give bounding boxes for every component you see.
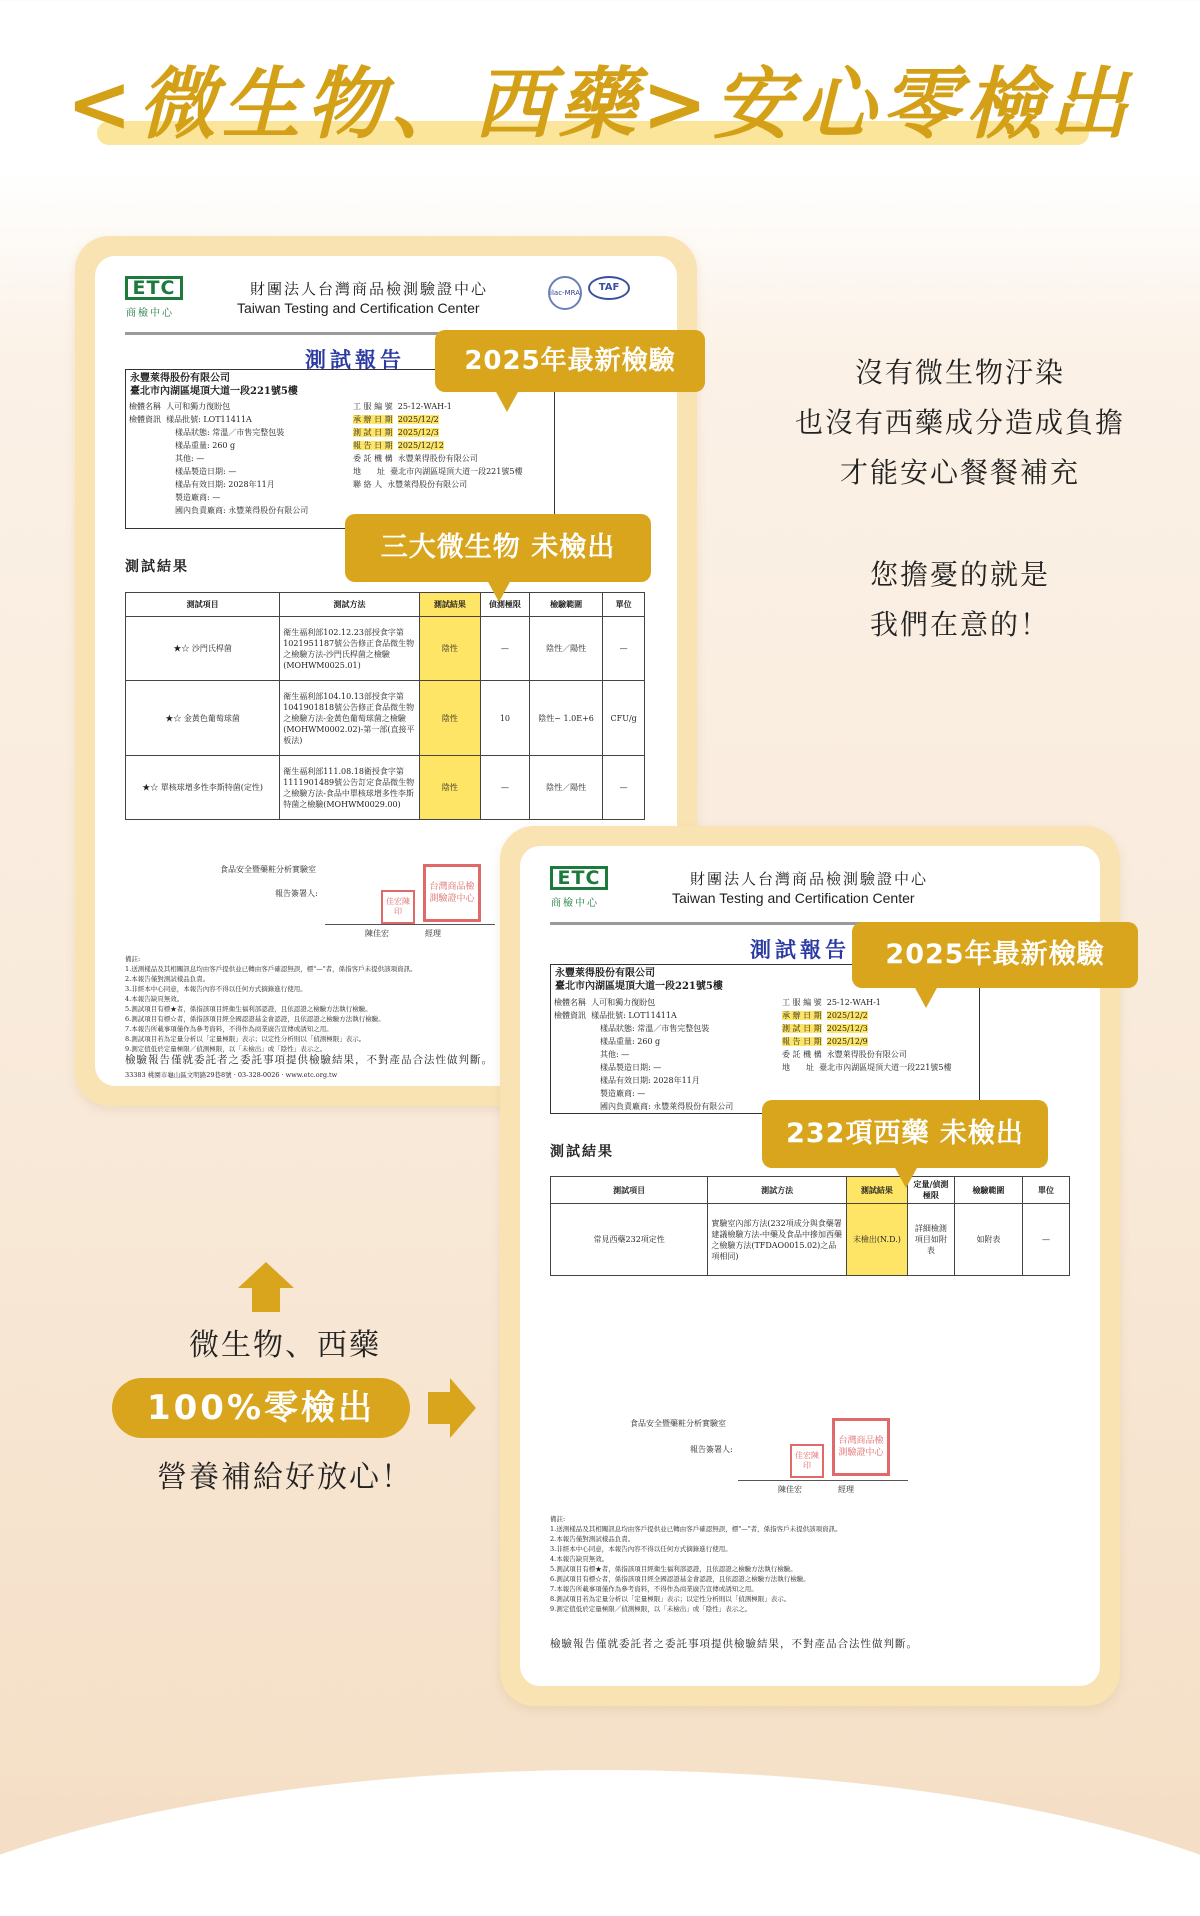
right-arrow-icon <box>428 1378 476 1438</box>
sample-state: 樣品狀態: 常溫／市售完整包裝 <box>175 428 285 437</box>
table-header: 單位 <box>1022 1177 1069 1204</box>
report-date-label: 報 告 日 期 <box>782 1037 822 1046</box>
entrust-label: 委 託 機 構 <box>353 454 393 463</box>
sample-exp-date: 樣品有效日期: 2028年11月 <box>600 1076 700 1085</box>
taf-badge-icon: TAF <box>588 276 630 300</box>
note-line: 3.非經本中心同意，本報告內容不得以任何方式摘錄進行使用。 <box>125 985 307 993</box>
sample-batch: 樣品批號: LOT11411A <box>166 415 252 424</box>
addr: 臺北市內湖區堤頂大道一段221號5樓 <box>390 467 523 476</box>
signer-title: 經理 <box>425 929 441 938</box>
work-info <box>353 400 522 491</box>
test-result: 陰性 <box>419 617 480 681</box>
table-header-row <box>126 593 645 617</box>
table-header: 測試結果 <box>846 1177 907 1204</box>
sample-name: 人可和獨力復盼包 <box>591 998 656 1007</box>
note-line: 1.送測樣品及其相關訊息均由客戶提供並已轉由客戶確認無誤，標"—"者，係指客戶未提供該項資訊。 <box>125 965 417 973</box>
lab-seal: 台灣商品檢測驗證中心 <box>832 1418 890 1476</box>
note-line: 2.本報告僅對測試樣品負責。 <box>550 1535 635 1543</box>
test-unit: CFU/g <box>603 681 645 756</box>
sample-other: 其他: — <box>175 454 205 463</box>
callout-text: 2025年最新檢驗 <box>885 939 1105 970</box>
sample-state: 樣品狀態: 常溫／市售完整包裝 <box>600 1024 710 1033</box>
work-no-label: 工 服 編 號 <box>353 402 393 411</box>
sample-name: 人可和獨力復盼包 <box>166 402 231 411</box>
org-name-cn: 財團法人台灣商品檢測驗證中心 <box>690 870 929 888</box>
sample-weight: 樣品重量: 260 g <box>600 1037 661 1046</box>
report-header <box>550 866 1090 916</box>
table-header: 定量/偵測極限 <box>907 1177 954 1204</box>
side-text-line: 也沒有西藥成分造成負擔 <box>794 406 1125 439</box>
signer-label: 報告簽署人: <box>275 889 318 898</box>
org-name-en: Taiwan Testing and Certification Center <box>237 300 480 316</box>
notes-label: 備註: <box>550 1515 566 1523</box>
test-item: ★☆ 沙門氏桿菌 <box>126 617 280 681</box>
note-line: 5.測試項目有標★者，係指該項目經衛生福利部認證，且依認證之檢驗方法執行檢驗。 <box>125 1005 372 1013</box>
signer-title: 經理 <box>838 1485 854 1494</box>
addr-label: 地 址 <box>353 467 385 476</box>
table-header: 檢驗範圍 <box>954 1177 1022 1204</box>
lab-name: 食品安全暨藥粧分析實驗室 <box>630 1419 726 1428</box>
side-text-line: 您擔憂的就是 <box>869 558 1050 591</box>
side-text-line: 我們在意的！ <box>869 608 1050 641</box>
contact-label: 聯 絡 人 <box>353 480 383 489</box>
client-address: 臺北市內湖區堤頂大道一段221號5樓 <box>555 981 723 992</box>
sample-name-label: 檢體名稱 <box>554 998 586 1007</box>
table-header: 測試項目 <box>126 593 280 617</box>
table-header: 檢驗範圍 <box>529 593 602 617</box>
callout-text: 232項西藥 未檢出 <box>786 1118 1024 1149</box>
test-unit: — <box>1022 1204 1069 1276</box>
client-name: 永豐萊得股份有限公司 <box>555 968 655 979</box>
report-date-label: 報 告 日 期 <box>353 441 393 450</box>
notes-label: 備註: <box>125 955 141 963</box>
sample-maker: 製造廠商: — <box>600 1089 646 1098</box>
promo-line-1: 微生物、西藥 <box>189 1328 381 1363</box>
recv-label: 承 辦 日 期 <box>782 1011 822 1020</box>
client-name: 永豐萊得股份有限公司 <box>130 373 230 384</box>
test-limit: 詳細檢測項目如附表 <box>907 1204 954 1276</box>
bottom-arc-decoration <box>0 1770 1200 1916</box>
callout-text: 三大微生物 未檢出 <box>380 532 616 563</box>
callout-tail <box>894 1166 918 1188</box>
note-line: 4.本報告缺頁無效。 <box>125 995 184 1003</box>
table-header: 偵測極限 <box>480 593 529 617</box>
table-header: 測試方法 <box>708 1177 847 1204</box>
test-limit: 10 <box>480 681 529 756</box>
side-text-line: 才能安心餐餐補充 <box>839 456 1080 489</box>
note-line: 8.測試項目若為定量分析以「定量極限」表示；以定性分析則以「偵測極限」表示。 <box>125 1035 366 1043</box>
note-line: 2.本報告僅對測試樣品負責。 <box>125 975 210 983</box>
signature-line <box>738 1480 908 1481</box>
callout-tail <box>487 580 511 602</box>
sample-info-label: 檢體資訊 <box>554 1011 586 1020</box>
etc-logo: ETC <box>550 866 608 890</box>
entrust: 永豐萊得股份有限公司 <box>826 1050 907 1059</box>
sample-mfg-date: 樣品製造日期: — <box>600 1063 662 1072</box>
test-result: 陰性 <box>419 681 480 756</box>
report-date: 2025/12/12 <box>397 441 444 450</box>
sample-domestic: 國內負責廠商: 永豐萊得股份有限公司 <box>600 1102 734 1111</box>
headline-area <box>0 55 1200 165</box>
test-date: 2025/12/3 <box>397 428 439 437</box>
report-title: 測試報告 <box>305 348 405 372</box>
test-method: 衛生福利部111.08.18衛授食字第1111901489號公告訂定食品微生物之檢驗方法-食品中單核球增多性李斯特菌之檢驗(MOHWM0029.00) <box>280 756 420 820</box>
disclaimer: 檢驗報告僅就委託者之委託事項提供檢驗結果，不對產品合法性做判斷。 <box>550 1638 918 1650</box>
note-line: 9.測定值低於定量極限／偵測極限，以「未檢出」或「陰性」表示之。 <box>125 1045 327 1053</box>
sample-info <box>129 400 308 517</box>
ilac-badge-icon: ilac-MRA <box>548 276 582 310</box>
test-unit: — <box>603 617 645 681</box>
entrust-label: 委 託 機 構 <box>782 1050 822 1059</box>
org-name-cn: 財團法人台灣商品檢測驗證中心 <box>250 280 489 298</box>
test-range: 陰性／陽性 <box>529 617 602 681</box>
note-line: 3.非經本中心同意，本報告內容不得以任何方式摘錄進行使用。 <box>550 1545 732 1553</box>
disclaimer: 檢驗報告僅就委託者之委託事項提供檢驗結果，不對產品合法性做判斷。 <box>125 1054 493 1066</box>
work-no: 25-12-WAH-1 <box>826 998 881 1007</box>
test-date: 2025/12/3 <box>826 1024 868 1033</box>
table-header: 測試方法 <box>280 593 420 617</box>
test-limit: — <box>480 617 529 681</box>
callout-latest-test-1 <box>435 330 705 392</box>
address-footer: 33383 桃園市龜山區文明路29巷8號 · 03-328-0026 · www.etc.org.tw <box>125 1071 338 1079</box>
results-label: 測試結果 <box>550 1144 614 1160</box>
entrust: 永豐萊得股份有限公司 <box>397 454 478 463</box>
test-item: ★☆ 單核球增多性李斯特菌(定性) <box>126 756 280 820</box>
contact: 永豐萊得股份有限公司 <box>387 480 468 489</box>
signer-label: 報告簽署人: <box>690 1445 733 1454</box>
sample-weight: 樣品重量: 260 g <box>175 441 236 450</box>
org-name-en: Taiwan Testing and Certification Center <box>672 890 915 906</box>
test-method: 衛生福利部104.10.13部授食字第1041901818號公告修正食品微生物之檢驗方法-金黃色葡萄球菌之檢驗(MOHWM0002.02)-第一部(直接平板法) <box>280 681 420 756</box>
notes <box>550 1514 842 1614</box>
recv-label: 承 辦 日 期 <box>353 415 393 424</box>
sample-name-label: 檢體名稱 <box>129 402 161 411</box>
test-limit: — <box>480 756 529 820</box>
test-range: 陰性／陽性 <box>529 756 602 820</box>
work-no: 25-12-WAH-1 <box>397 402 452 411</box>
callout-drugs-none <box>762 1100 1048 1168</box>
test-range: 陰性~ 1.0E+6 <box>529 681 602 756</box>
note-line: 9.測定值低於定量極限／偵測極限，以「未檢出」或「陰性」表示之。 <box>550 1605 752 1613</box>
test-method: 實驗室內部方法(232項成分與食藥署建議檢驗方法-中藥及食品中摻加西藥之檢驗方法(TFDAO0015.02)之品項相同) <box>708 1204 847 1276</box>
test-result: 未檢出(N.D.) <box>846 1204 907 1276</box>
table-row <box>126 681 645 756</box>
sample-exp-date: 樣品有效日期: 2028年11月 <box>175 480 275 489</box>
sample-batch: 樣品批號: LOT11411A <box>591 1011 677 1020</box>
test-label: 測 試 日 期 <box>353 428 393 437</box>
callout-text: 2025年最新檢驗 <box>464 346 676 376</box>
test-range: 如附表 <box>954 1204 1022 1276</box>
report-title: 測試報告 <box>750 938 850 962</box>
side-text-line: 沒有微生物汙染 <box>854 356 1065 389</box>
test-method: 衛生福利部102.12.23部授食字第1021951187號公告修正食品微生物之檢驗方法-沙門氏桿菌之檢驗(MOHWM0025.01) <box>280 617 420 681</box>
work-no-label: 工 服 編 號 <box>782 998 822 1007</box>
note-line: 8.測試項目若為定量分析以「定量極限」表示；以定性分析則以「偵測極限」表示。 <box>550 1595 791 1603</box>
table-header: 單位 <box>603 593 645 617</box>
callout-tail <box>495 390 519 412</box>
note-line: 7.本報告所載事項僅作為參考資料，不得作為商業廣告宣傳或誘知之用。 <box>125 1025 333 1033</box>
note-line: 5.測試項目有標★者，係指該項目經衛生福利部認證，且依認證之檢驗方法執行檢驗。 <box>550 1565 797 1573</box>
sample-maker: 製造廠商: — <box>175 493 221 502</box>
signer-name: 陳佳宏 <box>365 929 389 938</box>
addr-label: 地 址 <box>782 1063 814 1072</box>
report-header <box>125 276 665 326</box>
signer-seal: 佳宏陳印 <box>381 890 415 924</box>
sample-info <box>554 996 733 1113</box>
lab-seal: 台灣商品檢測驗證中心 <box>423 864 481 922</box>
lab-name: 食品安全暨藥粧分析實驗室 <box>220 865 316 874</box>
test-label: 測 試 日 期 <box>782 1024 822 1033</box>
promo-line-2: 營養補給好放心！ <box>157 1460 413 1495</box>
note-line: 6.測試項目有標☆者，係指該項目經全國認證基金會認證，且依認證之檢驗方法執行檢驗。 <box>550 1575 810 1583</box>
signer-name: 陳佳宏 <box>778 1485 802 1494</box>
page-headline: <微生物、西藥>安心零檢出 <box>66 60 1134 150</box>
client-address: 臺北市內湖區堤頂大道一段221號5樓 <box>130 386 298 397</box>
signature-line <box>325 924 495 925</box>
table-row <box>551 1204 1070 1276</box>
note-line: 4.本報告缺頁無效。 <box>550 1555 609 1563</box>
test-item: ★☆ 金黃色葡萄球菌 <box>126 681 280 756</box>
report-date: 2025/12/9 <box>826 1037 868 1046</box>
sample-mfg-date: 樣品製造日期: — <box>175 467 237 476</box>
recv-date: 2025/12/2 <box>826 1011 868 1020</box>
table-row <box>126 756 645 820</box>
recv-date: 2025/12/2 <box>397 415 439 424</box>
results-table <box>125 592 645 820</box>
etc-logo: ETC <box>125 276 183 300</box>
etc-logo-sub: 商檢中心 <box>551 898 599 909</box>
sample-other: 其他: — <box>600 1050 630 1059</box>
table-header: 測試項目 <box>551 1177 708 1204</box>
table-row <box>126 617 645 681</box>
signer-seal: 佳宏陳印 <box>790 1444 824 1478</box>
table-header: 測試結果 <box>419 593 480 617</box>
test-result: 陰性 <box>419 756 480 820</box>
results-table <box>550 1176 1070 1276</box>
etc-logo-sub: 商檢中心 <box>126 308 174 319</box>
sample-domestic: 國內負責廠商: 永豐萊得股份有限公司 <box>175 506 309 515</box>
callout-tail <box>914 986 938 1008</box>
sample-info-label: 檢體資訊 <box>129 415 161 424</box>
results-label: 測試結果 <box>125 559 189 575</box>
promo-pill: 100%零檢出 <box>112 1378 410 1438</box>
addr: 臺北市內湖區堤頂大道一段221號5樓 <box>819 1063 952 1072</box>
test-unit: — <box>603 756 645 820</box>
callout-microbe-none <box>345 514 651 582</box>
table-header-row <box>551 1177 1070 1204</box>
note-line: 7.本報告所載事項僅作為參考資料，不得作為商業廣告宣傳或誘知之用。 <box>550 1585 758 1593</box>
note-line: 1.送測樣品及其相關訊息均由客戶提供並已轉由客戶確認無誤，標"—"者，係指客戶未提供該項資訊。 <box>550 1525 842 1533</box>
test-item: 常見西藥232項定性 <box>551 1204 708 1276</box>
up-arrow-icon <box>238 1262 294 1312</box>
callout-latest-test-2 <box>852 922 1138 988</box>
notes <box>125 954 417 1054</box>
note-line: 6.測試項目有標☆者，係指該項目經全國認證基金會認證，且依認證之檢驗方法執行檢驗。 <box>125 1015 385 1023</box>
